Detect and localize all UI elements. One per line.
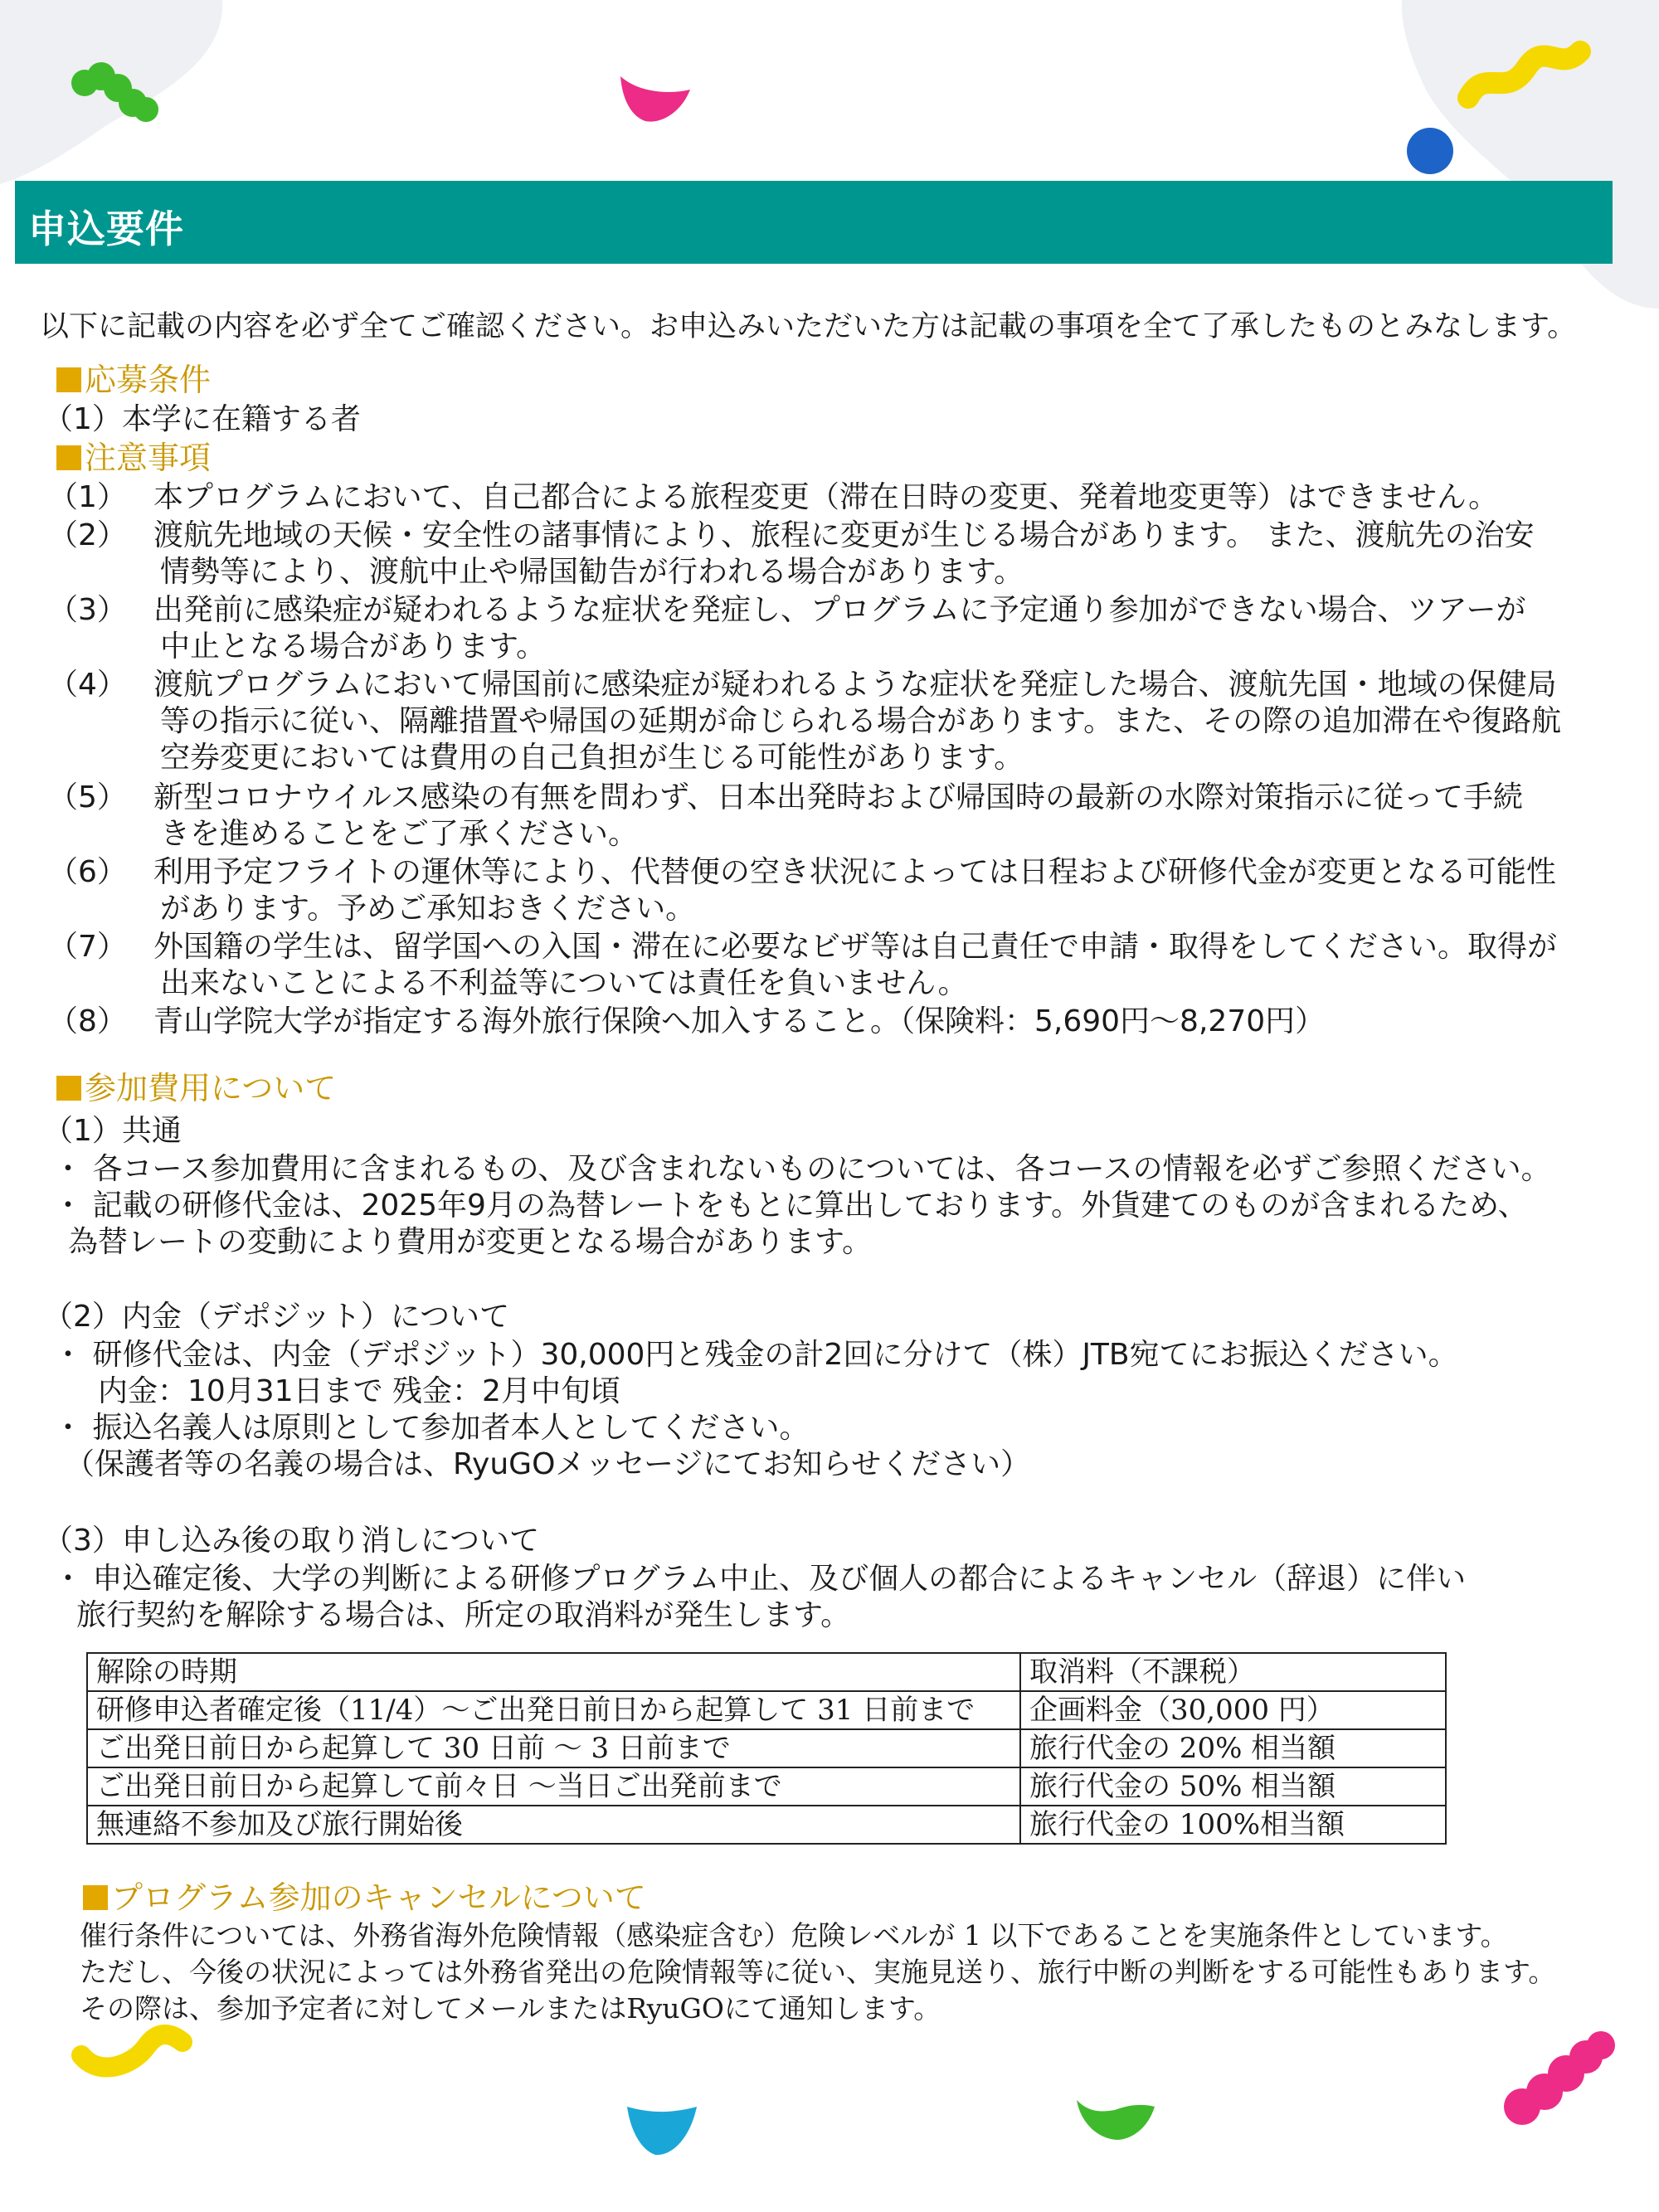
table-header-cell: 解除の時期 bbox=[87, 1653, 1020, 1691]
table-row bbox=[87, 1767, 1446, 1806]
notes-heading-text: 注意事項 bbox=[85, 440, 212, 476]
fees-common-title: （1）共通 bbox=[43, 1114, 182, 1148]
cyan-leaf-bottom bbox=[627, 2107, 697, 2155]
fees-cancel-bullet: ・ 申込確定後、大学の判断による研修プログラム中止、及び個人の都合によるキャンセル（辞退）に伴い bbox=[53, 1562, 1467, 1596]
table-cell: 無連絡不参加及び旅行開始後 bbox=[87, 1806, 1020, 1844]
note-line: 渡航先地域の天候・安全性の諸事情により、旅程に変更が生じる場合があります。 また、渡航先の治安 bbox=[153, 518, 1535, 552]
note-number: （6） bbox=[48, 855, 127, 889]
table-cell: 旅行代金の 50% 相当額 bbox=[1020, 1767, 1446, 1806]
eligibility-item: （1）本学に在籍する者 bbox=[43, 402, 361, 436]
note-number: （1） bbox=[48, 480, 127, 514]
note-line: 利用予定フライトの運休等により、代替便の空き状況によっては日程および研修代金が変更となる可能性 bbox=[153, 855, 1556, 889]
program-cancel-heading-text: プログラム参加のキャンセルについて bbox=[111, 1879, 646, 1916]
note-line: 出来ないことによる不利益等については責任を負いません。 bbox=[160, 966, 968, 1000]
table-header-cell: 取消料（不課税） bbox=[1020, 1653, 1446, 1691]
table-cell: 企画料金（30,000 円） bbox=[1020, 1691, 1446, 1729]
page-title: 申込要件 bbox=[28, 207, 184, 251]
fees-deposit-bullet: ・ 研修代金は、内金（デポジット）30,000円と残金の計2回に分けて（株）JTB宛てにお振込ください。 bbox=[53, 1338, 1458, 1372]
note-line: 出発前に感染症が疑われるような症状を発症し、プログラムに予定通り参加ができない場合、ツアーが bbox=[153, 593, 1526, 627]
note-line: 青山学院大学が指定する海外旅行保険へ加入すること。（保険料：5,690円～8,270円） bbox=[153, 1004, 1326, 1038]
program-cancel-line: その際は、参加予定者に対してメールまたはRyuGOにて通知します。 bbox=[80, 1992, 941, 2025]
heading-square-icon bbox=[56, 1076, 81, 1101]
fees-heading-text: 参加費用について bbox=[85, 1070, 337, 1106]
fees-heading bbox=[56, 1070, 336, 1106]
note-number: （8） bbox=[48, 1004, 127, 1038]
program-cancel-line: 催行条件については、外務省海外危険情報（感染症含む）危険レベルが 1 以下であることを実施条件としています。 bbox=[80, 1919, 1508, 1952]
note-number: （4） bbox=[48, 668, 127, 702]
yellow-squiggle-bottom-left bbox=[81, 2035, 182, 2068]
green-leaf-bottom bbox=[1077, 2100, 1155, 2140]
table-cell: 旅行代金の 100%相当額 bbox=[1020, 1806, 1446, 1844]
pink-confetti-bottom-right bbox=[1504, 2031, 1615, 2125]
program-cancel-heading bbox=[83, 1879, 646, 1916]
note-line: 新型コロナウイルス感染の有無を問わず、日本出発時および帰国時の最新の水際対策指示に従って手続 bbox=[153, 780, 1523, 814]
pink-leaf-top bbox=[620, 76, 690, 122]
fees-common-bullet-cont: 為替レートの変動により費用が変更となる場合があります。 bbox=[68, 1225, 873, 1259]
table-cell: 研修申込者確定後（11/4）～ご出発日前日から起算して 31 日前まで bbox=[87, 1691, 1020, 1729]
fees-deposit-title: （2）内金（デポジット）について bbox=[43, 1300, 510, 1334]
note-line: があります。予めご承知おきください。 bbox=[160, 892, 696, 926]
note-line: 中止となる場合があります。 bbox=[160, 630, 547, 664]
notes-heading bbox=[56, 440, 211, 476]
program-cancel-line: ただし、今後の状況によっては外務省発出の危険情報等に従い、実施見送り、旅行中断の判断をする可能性もあります。 bbox=[80, 1956, 1556, 1988]
table-header-row bbox=[87, 1653, 1446, 1691]
note-line: 外国籍の学生は、留学国への入国・滞在に必要なビザ等は自己責任で申請・取得をしてください。取得が bbox=[153, 930, 1558, 964]
fees-common-bullet: ・ 記載の研修代金は、2025年9月の為替レートをもとに算出しております。外貨建てのものが含まれるため、 bbox=[53, 1189, 1528, 1223]
note-number: （3） bbox=[48, 593, 127, 627]
fees-deposit-bullet: ・ 振込名義人は原則として参加者本人としてください。 bbox=[53, 1411, 810, 1445]
fees-cancel-title: （3）申し込み後の取り消しについて bbox=[43, 1524, 540, 1558]
note-line: 等の指示に従い、隔離措置や帰国の延期が命じられる場合があります。また、その際の追加滞在や復路航 bbox=[160, 704, 1562, 738]
eligibility-heading-text: 応募条件 bbox=[85, 362, 212, 398]
table-row bbox=[87, 1729, 1446, 1767]
table-cell: ご出発日前日から起算して 30 日前 ～ 3 日前まで bbox=[87, 1729, 1020, 1767]
intro-text: 以下に記載の内容を必ず全てご確認ください。お申込みいただいた方は記載の事項を全て了承したものとみなします。 bbox=[40, 310, 1577, 343]
table-row bbox=[87, 1806, 1446, 1844]
cancellation-fee-table bbox=[86, 1652, 1447, 1845]
heading-square-icon bbox=[56, 445, 81, 470]
note-line: 本プログラムにおいて、自己都合による旅程変更（滞在日時の変更、発着地変更等）はできません。 bbox=[153, 480, 1499, 514]
fees-cancel-bullet-cont: 旅行契約を解除する場合は、所定の取消料が発生します。 bbox=[76, 1598, 851, 1632]
note-number: （2） bbox=[48, 518, 127, 552]
table-cell: ご出発日前日から起算して前々日 ～当日ご出発前まで bbox=[87, 1767, 1020, 1806]
fees-deposit-schedule: 内金：10月31日まで 残金：2月中旬頃 bbox=[98, 1374, 620, 1408]
table-cell: 旅行代金の 20% 相当額 bbox=[1020, 1729, 1446, 1767]
note-line: 情勢等により、渡航中止や帰国勧告が行われる場合があります。 bbox=[160, 555, 1024, 589]
blue-dot-top-right bbox=[1407, 128, 1453, 174]
note-number: （5） bbox=[48, 780, 127, 814]
note-line: 空券変更においては費用の自己負担が生じる可能性があります。 bbox=[160, 741, 1024, 775]
table-row bbox=[87, 1691, 1446, 1729]
section-header-bar bbox=[15, 181, 1613, 264]
note-number: （7） bbox=[48, 930, 127, 964]
eligibility-heading bbox=[56, 362, 211, 398]
heading-square-icon bbox=[83, 1885, 108, 1910]
note-line: きを進めることをご了承ください。 bbox=[160, 817, 639, 851]
fees-common-bullet: ・ 各コース参加費用に含まれるもの、及び含まれないものについては、各コースの情報を必ずご参照ください。 bbox=[53, 1152, 1551, 1186]
heading-square-icon bbox=[56, 367, 81, 392]
note-line: 渡航プログラムにおいて帰国前に感染症が疑われるような症状を発症した場合、渡航先国・地域の保健局 bbox=[153, 668, 1557, 702]
fees-deposit-bullet-cont: （保護者等の名義の場合は、RyuGOメッセージにてお知らせください） bbox=[65, 1447, 1031, 1481]
